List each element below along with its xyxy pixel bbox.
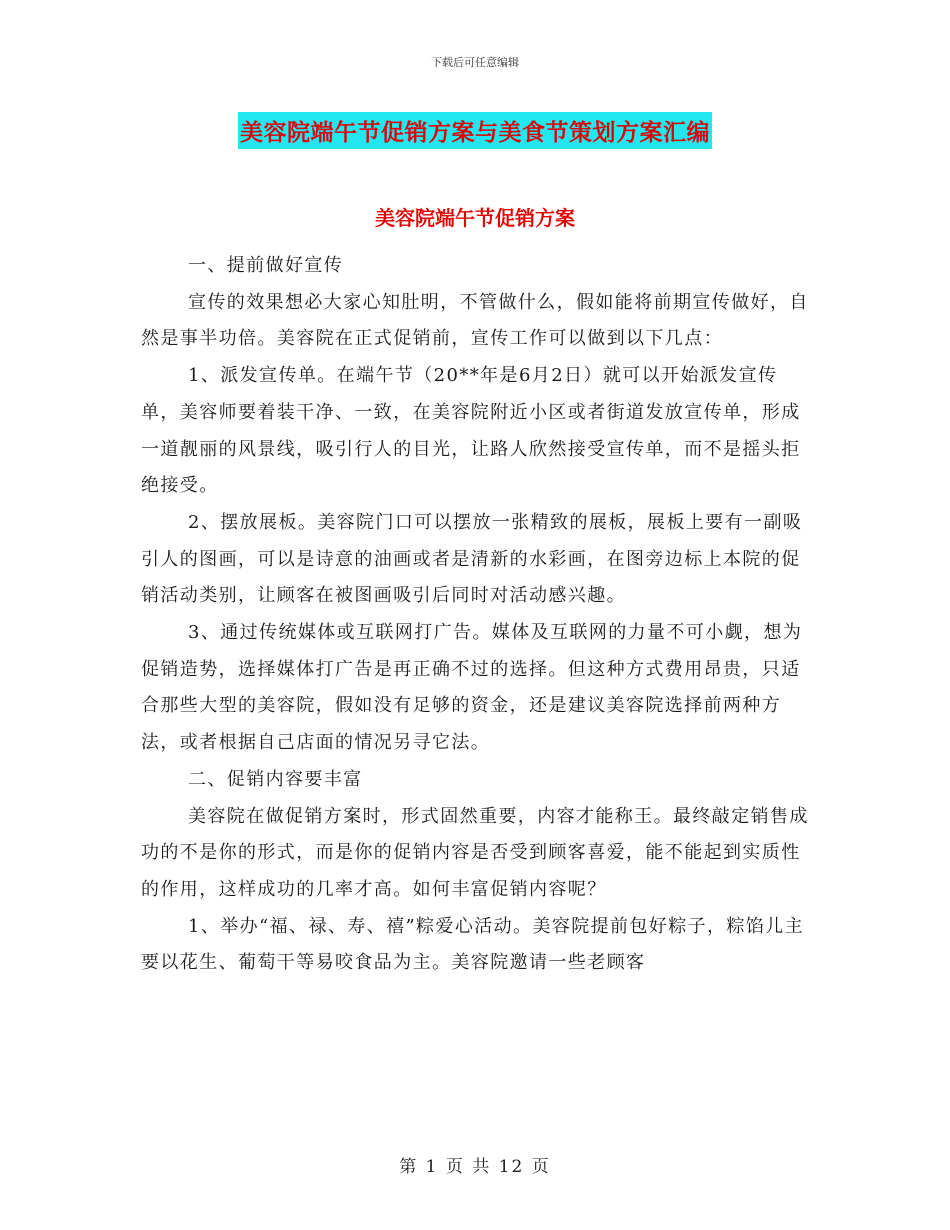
page-footer: 第 1 页 共 12 页 — [399, 1157, 551, 1177]
main-title-container — [0, 112, 950, 149]
page-header-note: 下载后可任意编辑 — [431, 56, 519, 69]
paragraph: 美容院在做促销方案时，形式固然重要，内容才能称王。最终敲定销售成功的不是你的形式，而是你的促销内容是否受到顾客喜爱，能不能起到实质性的作用，这样成功的几率才高。如何丰富促销内容呢？ — [141, 805, 809, 900]
document-main-title: 美容院端午节促销方案与美食节策划方案汇编 — [238, 112, 712, 149]
heading-promotion-content: 二、促销内容要丰富 — [188, 768, 363, 790]
document-body — [141, 248, 811, 982]
paragraph: 宣传的效果想必大家心知肚明，不管做什么，假如能将前期宣传做好，自然是事半功倍。美容院在正式促销前，宣传工作可以做到以下几点： — [141, 291, 809, 350]
heading-publicity: 一、提前做好宣传 — [188, 255, 344, 276]
section-title: 美容院端午节促销方案 — [375, 206, 575, 230]
paragraph: 1、派发宣传单。在端午节（20**年是6月2日）就可以开始派发宣传单，美容师要着装干净、一致，在美容院附近小区或者街道发放宣传单，形成一道靓丽的风景线，吸引行人的目光，让路人欣然接受宣传单，而不是摇头拒绝接受。 — [141, 365, 801, 497]
paragraph: 3、通过传统媒体或互联网打广告。媒体及互联网的力量不可小觑，想为促销造势，选择媒体打广告是再正确不过的选择。但这种方式费用昂贵，只适合那些大型的美容院，假如没有足够的资金，还是建议美容院选择前两种方法，或者根据自己店面的情况另寻它法。 — [141, 622, 803, 754]
paragraph: 1、举办“福、禄、寿、禧”粽爱心活动。美容院提前包好粽子，粽馅儿主要以花生、葡萄干等易咬食品为主。美容院邀请一些老顾客 — [141, 915, 805, 974]
paragraph: 2、摆放展板。美容院门口可以摆放一张精致的展板，展板上要有一副吸引人的图画，可以是诗意的油画或者是清新的水彩画，在图旁边标上本院的促销活动类别，让顾客在被图画吸引后同时对活动感兴趣。 — [141, 511, 803, 607]
